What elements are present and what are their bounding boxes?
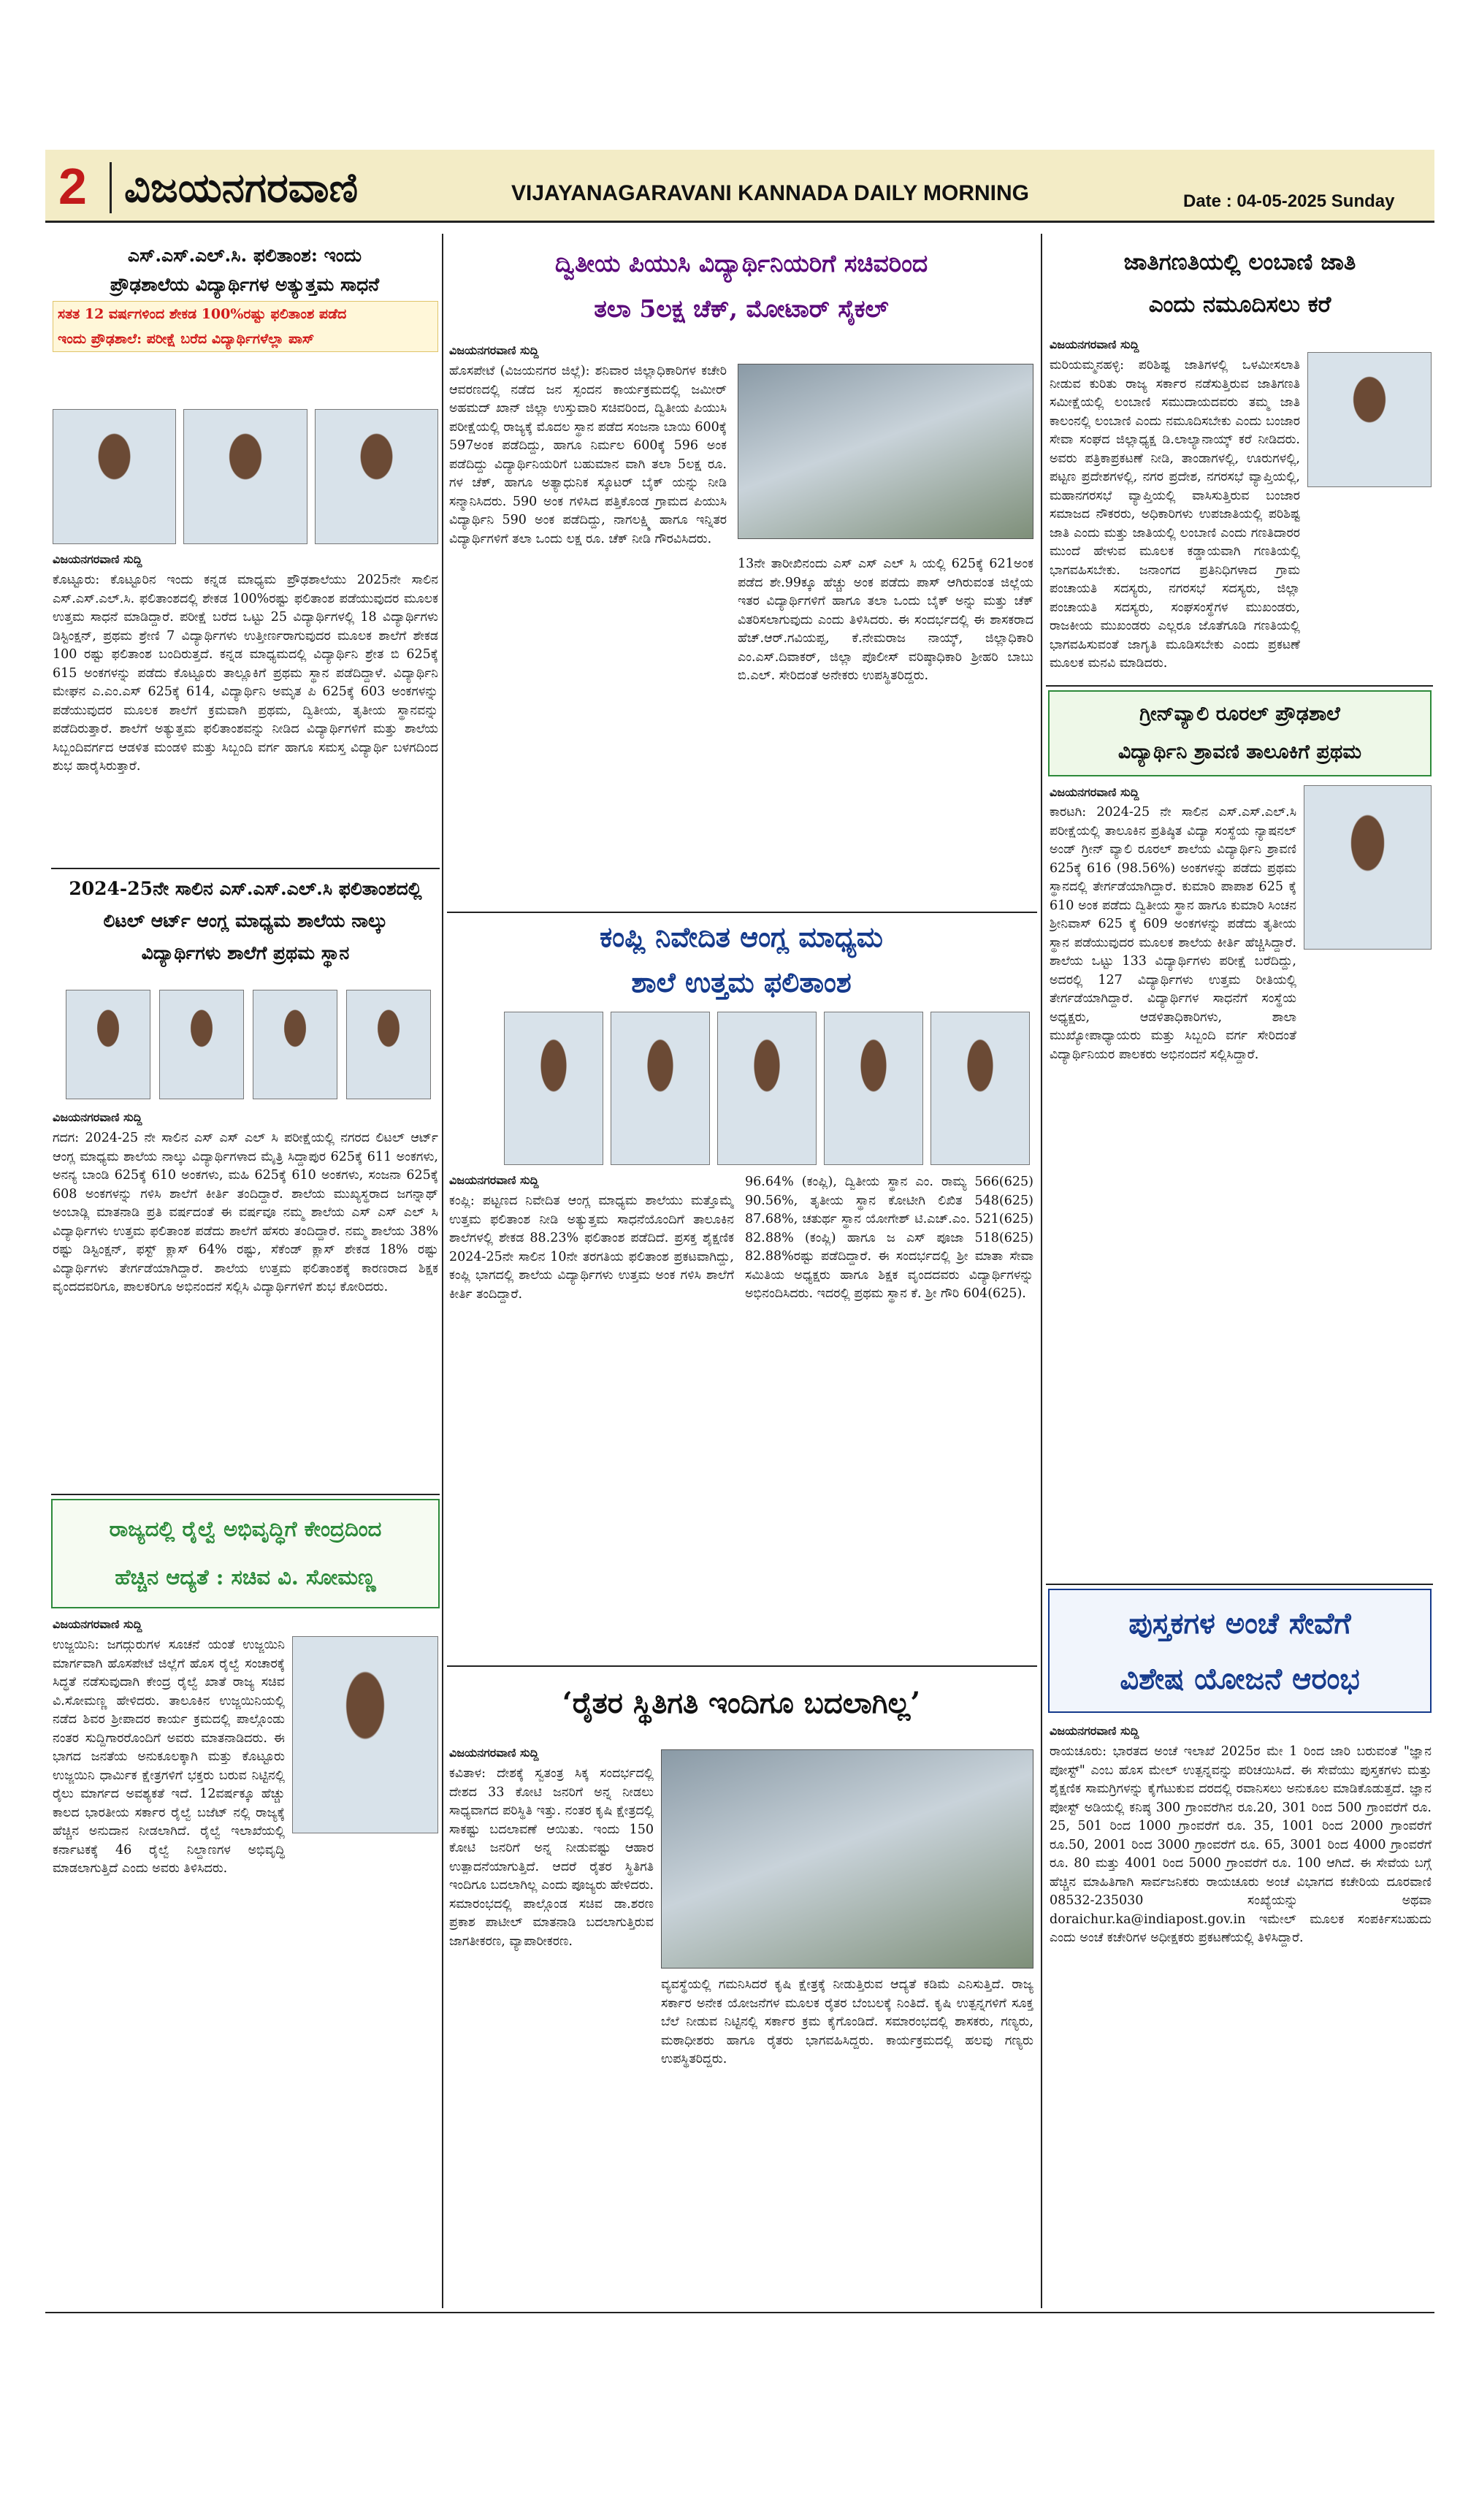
story2-photo-students (66, 990, 431, 1099)
story9-headline (1052, 1596, 1428, 1707)
story4-headline-line2: ತಲಾ 5ಲಕ್ಷ ಚೆಕ್, ಮೋಟಾರ್ ಸೈಕಲ್ (594, 294, 889, 323)
story9-headline-line1: ಪುಸ್ತಕಗಳ ಅಂಚೆ ಸೇವೆಗೆ (1128, 1606, 1351, 1641)
story6-body-right: ವ್ಯವಸ್ಥೆಯಲ್ಲಿ ಗಮನಿಸಿದರೆ ಕೃಷಿ ಕ್ಷೇತ್ರಕ್ಕೆ ನೀಡುತ್ತಿರುವ ಆದ್ಯತೆ ಕಡಿಮೆ ಎನಿಸುತ್ತಿದೆ. ರಾಜ್ಯ ಸರ್ಕಾರ ಅನೇಕ ಯೋಜನೆಗಳ ಮೂಲಕ ರೈತರ ಬೆಂಬಲಕ್ಕೆ ನಿಂತಿದೆ. ಕೃಷಿ ಉತ್ಪನ್ನಗಳಿಗೆ ಸೂಕ್ತ ಬೆಲೆ ನೀಡುವ ನಿಟ್ಟಿನಲ್ಲಿ ಸರ್ಕಾರ ಕ್ರಮ ಕೈಗೊಂಡಿದೆ. ಸಮಾರಂಭದಲ್ಲಿ ಶಾಸಕರು, ಗಣ್ಯರು, ಮಠಾಧೀಶರು ಹಾಗೂ ರೈತರು ಭಾಗವಹಿಸಿದ್ದರು. ಕಾರ್ಯಕ್ರಮದಲ್ಲಿ ಹಲವು ಗಣ್ಯರು ಉಪಸ್ಥಿತರಿದ್ದರು. (661, 1977, 1033, 2066)
page-bottom-rule (45, 2312, 1434, 2313)
story9-headline-line2: ವಿಶೇಷ ಯೋಜನೆ ಆರಂಭ (1120, 1662, 1360, 1696)
left-rule-2 (51, 1494, 440, 1495)
story1-source: ವಿಜಯನಗರವಾಣಿ ಸುದ್ದಿ (53, 552, 142, 566)
story1-headline-line1: ಎಸ್.ಎಸ್.ಎಲ್.ಸಿ. ಫಲಿತಾಂಶ: ಇಂದು (127, 245, 362, 266)
story5-headline (449, 915, 1033, 1005)
story5-body-left: ಕಂಪ್ಲಿ: ಪಟ್ಟಣದ ನಿವೇದಿತ ಆಂಗ್ಲ ಮಾಧ್ಯಮ ಶಾಲೆಯು ಮತ್ತೊಮ್ಮೆ ಉತ್ತಮ ಫಲಿತಾಂಶ ನೀಡಿ ಅತ್ಯುತ್ತಮ ಸಾಧನೆಯೊಂದಿಗೆ ತಾಲೂಕಿನ ಶಾಲೆಗಳಲ್ಲಿ ಶೇಕಡ 88.23% ಫಲಿತಾಂಶ ಪಡೆದಿದೆ. ಪ್ರಸಕ್ತ ಶೈಕ್ಷಣಿಕ 2024-25ನೇ ಸಾಲಿನ 10ನೇ ತರಗತಿಯ ಫಲಿತಾಂಶ ಪ್ರಕಟವಾಗಿದ್ದು, ಕಂಪ್ಲಿ ಭಾಗದಲ್ಲಿ ಶಾಲೆಯ ವಿದ್ಯಾರ್ಥಿಗಳು ಉತ್ತಮ ಅಂಕ ಗಳಿಸಿ ಶಾಲೆಗೆ ಕೀರ್ತಿ ತಂದಿದ್ದಾರೆ. (449, 1194, 734, 1302)
story4-body-left: ಹೊಸಪೇಟೆ (ವಿಜಯನಗರ ಜಿಲ್ಲೆ): ಶನಿವಾರ ಜಿಲ್ಲಾಧಿಕಾರಿಗಳ ಕಚೇರಿ ಆವರಣದಲ್ಲಿ ನಡೆದ ಜನ ಸ್ಪಂದನ ಕಾರ್ಯಕ್ರಮದಲ್ಲಿ ಜಮೀರ್ ಅಹಮದ್ ಖಾನ್ ಜಿಲ್ಲಾ ಉಸ್ತುವಾರಿ ಸಚಿವರಿಂದ, ದ್ವಿತೀಯ ಪಿಯುಸಿ ಪರೀಕ್ಷೆಯಲ್ಲಿ ರಾಜ್ಯಕ್ಕೆ ಮೊದಲ ಸ್ಥಾನ ಪಡೆದ ಸಂಜನಾ ಬಾಯಿ 600ಕ್ಕೆ 597ಅಂಕ ಪಡೆದಿದ್ದು, ಹಾಗೂ ನಿರ್ಮಲ 600ಕ್ಕೆ 596 ಅಂಕ ಪಡೆದಿದ್ದು ವಿದ್ಯಾರ್ಥಿನಿಯರಿಗೆ ಬಹುಮಾನ ವಾಗಿ ತಲಾ 5ಲಕ್ಷ ರೂ. ಗಳ ಚೆಕ್, ಹಾಗೂ ಅತ್ಯಾಧುನಿಕ ಸ್ಕೂಟರ್ ಬೈಕ್ ಯನ್ನು ನೀಡಿ ಸನ್ಮಾನಿಸಿದರು. 590 ಅಂಕ ಗಳಿಸಿದ ಪತ್ತಿಕೊಂಡ ಗ್ರಾಮದ ಪಿಯುಸಿ ವಿದ್ಯಾರ್ಥಿನಿ 590 ಅಂಕ ಪಡೆದಿದ್ದು, ನಾಗಲಕ್ಷ್ಮಿ ಹಾಗೂ ಇನ್ನಿತರ ವಿದ್ಯಾರ್ಥಿಗಳಿಗೆ ತಲಾ ಒಂದು ಲಕ್ಷ ರೂ. ಚೆಕ್ ನೀಡಿ ಗೌರವಿಸಿದರು. (449, 364, 727, 546)
story5-headline-line1: ಕಂಪ್ಲಿ ನಿವೇದಿತ ಆಂಗ್ಲ ಮಾಧ್ಯಮ (600, 920, 883, 953)
story7-headline-line2: ಎಂದು ನಮೂದಿಸಲು ಕರೆ (1148, 291, 1331, 318)
student-photo-6 (253, 990, 337, 1099)
story2-headline-line2: ಲಿಟಲ್ ಆರ್ಟ್ ಆಂಗ್ಲ ಮಾಧ್ಯಮ ಶಾಲೆಯ ನಾಲ್ಕು (103, 910, 388, 931)
story9-source: ವಿಜಯನಗರವಾಣಿ ಸುದ್ದಿ (1050, 1724, 1139, 1738)
student-photo-10 (717, 1012, 817, 1165)
story5-source: ವಿಜಯನಗರವಾಣಿ ಸುದ್ದಿ (449, 1173, 539, 1187)
story7-headline (1048, 241, 1432, 326)
story4-source: ವಿಜಯನಗರವಾಣಿ ಸುದ್ದಿ (449, 343, 539, 357)
story7-body: ಮರಿಯಮ್ಮನಹಳ್ಳಿ: ಪರಿಶಿಷ್ಟ ಜಾತಿಗಳಲ್ಲಿ ಒಳಮೀಸಲಾತಿ ನೀಡುವ ಕುರಿತು ರಾಜ್ಯ ಸರ್ಕಾರ ನಡೆಸುತ್ತಿರುವ ಜಾತಿಗಣತಿ ಸಮೀಕ್ಷೆಯಲ್ಲಿ ಲಂಬಾಣಿ ಸಮುದಾಯದವರು ತಮ್ಮ ಜಾತಿ ಕಾಲಂನಲ್ಲಿ ಲಂಬಾಣಿ ಎಂದು ನಮೂದಿಸಬೇಕು ಎಂದು ಬಂಜಾರ ಸೇವಾ ಸಂಘದ ಜಿಲ್ಲಾಧ್ಯಕ್ಷ ಡಿ.ಲಾಲ್ಯಾನಾಯ್ಕ್ ಕರೆ ನೀಡಿದರು. ಅವರು ಪತ್ರಿಕಾಪ್ರಕಟಣೆ ನೀಡಿ, ತಾಂಡಾಗಳಲ್ಲಿ, ಊರುಗಳಲ್ಲಿ, ಪಟ್ಟಣ ಪ್ರದೇಶಗಳಲ್ಲಿ, ನಗರ ಪ್ರದೇಶ, ನಗರಸಭೆ ವ್ಯಾಪ್ತಿಯಲ್ಲಿ, ಮಹಾನಗರಸಭೆ ವ್ಯಾಪ್ತಿಯಲ್ಲಿ ವಾಸಿಸುತ್ತಿರುವ ಬಂಜಾರ ಸಮಾಜದ ನೌಕರರು, ಅಧಿಕಾರಿಗಳು ಉಪಜಾತಿಯಲ್ಲಿ ಪರಿಶಿಷ್ಟ ಜಾತಿ ಎಂದು ಮತ್ತು ಜಾತಿಯಲ್ಲಿ ಲಂಬಾಣಿ ಎಂದು ಗಣತಿದಾರರ ಮುಂದೆ ಹೇಳುವ ಮೂಲಕ ಕಡ್ಡಾಯವಾಗಿ ಗಣತಿಯಲ್ಲಿ ಭಾಗವಹಿಸಬೇಕು. ಜನಾಂಗದ ಪ್ರತಿನಿಧಿಗಳಾದ ಗ್ರಾಮ ಪಂಚಾಯತಿ ಸದಸ್ಯರು, ನಗರಸಭೆ ಸದಸ್ಯರು, ಜಿಲ್ಲಾ ಪಂಚಾಯತಿ ಸದಸ್ಯರು, ಸಂಘಸಂಸ್ಥೆಗಳ ಮುಖಂಡರು, ರಾಜಕೀಯ ಮುಖಂಡರು ಎಲ್ಲರೂ ಜೊತೆಗೂಡಿ ಗಣತಿಯಲ್ಲಿ ಭಾಗವಹಿಸುವಂತೆ ಜಾಗೃತಿ ಮೂಡಿಸಬೇಕು ಎಂದು ಪ್ರಕಟಣೆ ಮೂಲಕ ಮನವಿ ಮಾಡಿದರು. (1050, 358, 1300, 671)
story2-headline-line1: 2024-25ನೇ ಸಾಲಿನ ಎಸ್.ಎಸ್.ಎಲ್.ಸಿ ಫಲಿತಾಂಶದಲ್ಲಿ (69, 878, 422, 899)
story4-photo-event (738, 364, 1033, 539)
student-photo-12 (930, 1012, 1030, 1165)
student-photo-5 (159, 990, 244, 1099)
story6-body-left: ಕವಿತಾಳ: ದೇಶಕ್ಕೆ ಸ್ವತಂತ್ರ ಸಿಕ್ಕ ಸಂದರ್ಭದಲ್ಲಿ ದೇಶದ 33 ಕೋಟಿ ಜನರಿಗೆ ಅನ್ನ ನೀಡಲು ಸಾಧ್ಯವಾಗದ ಪರಿಸ್ಥಿತಿ ಇತ್ತು. ನಂತರ ಕೃಷಿ ಕ್ಷೇತ್ರದಲ್ಲಿ ಸಾಕಷ್ಟು ಬದಲಾವಣೆ ಆಯಿತು. ಇಂದು 150 ಕೋಟಿ ಜನರಿಗೆ ಅನ್ನ ನೀಡುವಷ್ಟು ಆಹಾರ ಉತ್ಪಾದನೆಯಾಗುತ್ತಿದೆ. ಆದರೆ ರೈತರ ಸ್ಥಿತಿಗತಿ ಇಂದಿಗೂ ಬದಲಾಗಿಲ್ಲ ಎಂದು ಪೂಜ್ಯರು ಹೇಳಿದರು. ಸಮಾರಂಭದಲ್ಲಿ ಪಾಲ್ಗೊಂಡ ಸಚಿವ ಡಾ.ಶರಣ ಪ್ರಕಾಶ ಪಾಟೀಲ್ ಮಾತನಾಡಿ ಬದಲಾಗುತ್ತಿರುವ ಜಾಗತೀಕರಣ, ವ್ಯಾಪಾರೀಕರಣ. (449, 1766, 654, 1949)
story8-body: ಕಾರಟಗಿ: 2024-25 ನೇ ಸಾಲಿನ ಎಸ್.ಎಸ್.ಎಲ್.ಸಿ ಪರೀಕ್ಷೆಯಲ್ಲಿ ತಾಲೂಕಿನ ಪ್ರತಿಷ್ಠಿತ ವಿದ್ಯಾ ಸಂಸ್ಥೆಯ ನ್ಯಾಷನಲ್ ಅಂಡ್ ಗ್ರೀನ್ ವ್ಯಾಲಿ ರೂರಲ್ ಶಾಲೆಯ ವಿದ್ಯಾರ್ಥಿನಿ ಶ್ರಾವಣಿ 625ಕ್ಕೆ 616 (98.56%) ಅಂಕಗಳನ್ನು ಪಡೆದು ಪ್ರಥಮ ಸ್ಥಾನದಲ್ಲಿ ತೇರ್ಗಡೆಯಾಗಿದ್ದಾರೆ. ಕುಮಾರಿ ಪಾಪಾಶ 625 ಕ್ಕೆ 610 ಅಂಕ ಪಡೆದು ದ್ವಿತೀಯ ಸ್ಥಾನ ಹಾಗೂ ಕುಮಾರಿ ಸಿಂಚನ ಶ್ರೀನಿವಾಸ್ 625 ಕ್ಕೆ 609 ಅಂಕಗಳನ್ನು ಪಡೆದು ತೃತೀಯ ಸ್ಥಾನ ಪಡೆಯುವುದರ ಮೂಲಕ ಶಾಲೆಯ ಕೀರ್ತಿ ಹೆಚ್ಚಿಸಿದ್ದಾರೆ. ಶಾಲೆಯ ಒಟ್ಟು 133 ವಿದ್ಯಾರ್ಥಿಗಳು ಪರೀಕ್ಷೆ ಬರೆದಿದ್ದು, ಅದರಲ್ಲಿ 127 ವಿದ್ಯಾರ್ಥಿಗಳು ಉತ್ತಮ ರೀತಿಯಲ್ಲಿ ತೇರ್ಗಡೆಯಾಗಿದ್ದಾರೆ. ವಿದ್ಯಾರ್ಥಿಗಳ ಸಾಧನೆಗೆ ಸಂಸ್ಥೆಯ ಅಧ್ಯಕ್ಷರು, ಆಡಳಿತಾಧಿಕಾರಿಗಳು, ಶಾಲಾ ಮುಖ್ಯೋಪಾಧ್ಯಾಯರು ಮತ್ತು ಸಿಬ್ಬಂದಿ ವರ್ಗ ಸೇರಿದಂತೆ ವಿದ್ಯಾರ್ಥಿನಿಯರ ಪಾಲಕರು ಅಭಿನಂದನೆ ಸಲ್ಲಿಸಿದ್ದಾರೆ. (1050, 805, 1296, 1062)
story1-photo-students (53, 409, 438, 544)
right-rule-2 (1046, 1584, 1433, 1585)
right-rule-1 (1046, 685, 1433, 687)
story3-source: ವಿಜಯನಗರವಾಣಿ ಸುದ್ದಿ (53, 1617, 142, 1631)
story1-subhead-line1: ಸತತ 12 ವರ್ಷಗಳಿಂದ ಶೇಕಡ 100%ರಷ್ಟು ಫಲಿತಾಂಶ ಪಡೆದ (58, 306, 347, 322)
mid-rule-2 (447, 1665, 1037, 1667)
masthead-divider (110, 162, 112, 213)
student-photo-9 (611, 1012, 710, 1165)
story5-body-right: 96.64% (ಕಂಪ್ಲಿ), ದ್ವಿತೀಯ ಸ್ಥಾನ ಎಂ. ರಾಮ್ಯ 566(625) 90.56%, ತೃತೀಯ ಸ್ಥಾನ ಕೋಟೀಗಿ ಲಿಖಿತ 548(625) 87.68%, ಚತುರ್ಥ ಸ್ಥಾನ ಯೋಗೇಶ್ ಟಿ.ಎಚ್.ಎಂ. 521(625) 82.88% (ಕಂಪ್ಲಿ) ಹಾಗೂ ಜ ಎಸ್ ಪೂಜಾ 518(625) 82.88%ರಷ್ಟು ಪಡೆದಿದ್ದಾರೆ. ಈ ಸಂದರ್ಭದಲ್ಲಿ ಶ್ರೀ ಮಾತಾ ಸೇವಾ ಸಮಿತಿಯ ಅಧ್ಯಕ್ಷರು ಹಾಗೂ ಶಿಕ್ಷಕ ವೃಂದದವರು ವಿದ್ಯಾರ್ಥಿಗಳನ್ನು ಅಭಿನಂದಿಸಿದರು. ಇದರಲ್ಲಿ ಪ್ರಥಮ ಸ್ಥಾನ ಕೆ. ಶ್ರೀ ಗೌರಿ 604(625). (745, 1175, 1033, 1301)
story2-source: ವಿಜಯನಗರವಾಣಿ ಸುದ್ದಿ (53, 1110, 142, 1124)
student-photo-7 (346, 990, 431, 1099)
story3-headline-line1: ರಾಜ್ಯದಲ್ಲಿ ರೈಲ್ವೆ ಅಭಿವೃದ್ಧಿಗೆ ಕೇಂದ್ರದಿಂದ (109, 1516, 382, 1541)
story6-headline: ‘ರೈತರ ಸ್ಥಿತಿಗತಿ ಇಂದಿಗೂ ಬದಲಾಗಿಲ್ಲ’ (562, 1686, 921, 1720)
masthead-title-kannada: ವಿಜಯನಗರವಾಣಿ (124, 164, 359, 210)
student-photo-4 (66, 990, 150, 1099)
story7-photo-leader (1307, 352, 1432, 487)
story1-body: ಕೊಟ್ಟೂರು: ಕೊಟ್ಟೂರಿನ ಇಂದು ಕನ್ನಡ ಮಾಧ್ಯಮ ಪ್ರೌಢಶಾಲೆಯು 2025ನೇ ಸಾಲಿನ ಎಸ್.ಎಸ್.ಎಲ್.ಸಿ. ಫಲಿತಾಂಶದಲ್ಲಿ ಶೇಕಡ 100%ರಷ್ಟು ಫಲಿತಾಂಶ ಪಡೆಯುವುದರ ಮೂಲಕ ಉತ್ತಮ ಸಾಧನೆ ಮಾಡಿದ್ದಾರೆ. ಪರೀಕ್ಷೆ ಬರೆದ ಒಟ್ಟು 25 ವಿದ್ಯಾರ್ಥಿಗಳಲ್ಲಿ 18 ವಿದ್ಯಾರ್ಥಿಗಳು ಡಿಸ್ಟಿಂಕ್ಷನ್, ಪ್ರಥಮ ಶ್ರೇಣಿ 7 ವಿದ್ಯಾರ್ಥಿಗಳು ಉತ್ತೀರ್ಣರಾಗುವುದರ ಮೂಲಕ ಶಾಲೆಗೆ ಶೇಕಡ 100 ರಷ್ಟು ಫಲಿತಾಂಶ ಬಂದಿರುತ್ತದೆ. ಕನ್ನಡ ಮಾಧ್ಯಮದಲ್ಲಿ ವಿದ್ಯಾರ್ಥಿನಿ ಶ್ರೇತ ಬಿ 625ಕ್ಕೆ 615 ಅಂಕಗಳನ್ನು ಪಡೆದು ಕೊಟ್ಟೂರು ತಾಲ್ಲೂಕಿಗೆ ಪ್ರಥಮ ಸ್ಥಾನ ಪಡೆದಿದ್ದಾಳೆ. ವಿದ್ಯಾರ್ಥಿನಿ ಮೇಘನ ಎ.ಎಂ.ಎಸ್ 625ಕ್ಕೆ 614, ವಿದ್ಯಾರ್ಥಿನಿ ಅಮೃತ ಪಿ 625ಕ್ಕೆ 603 ಅಂಕಗಳನ್ನು ಪಡೆಯುವುದರ ಮೂಲಕ ಶಾಲೆಗೆ ಕ್ರಮವಾಗಿ ಪ್ರಥಮ, ದ್ವಿತೀಯ, ತೃತೀಯ ಸ್ಥಾನವನ್ನು ಪಡೆದಿರುತ್ತಾರೆ. ಶಾಲೆಗೆ ಅತ್ಯುತ್ತಮ ಫಲಿತಾಂಶವನ್ನು ನೀಡಿದ ವಿದ್ಯಾರ್ಥಿಗಳಿಗೆ ಮತ್ತು ಶಾಲೆಯ ಸಿಬ್ಬಂದಿವರ್ಗದ ಆಡಳಿತ ಮಂಡಳಿ ಮತ್ತು ಸಿಬ್ಬಂದಿ ವರ್ಗ ಹಾಗೂ ಸಮಸ್ತ ವಿದ್ಯಾರ್ಥಿ ಬಳಗದಿಂದ ಶುಭ ಹಾರೈಸಿರುತ್ತಾರೆ. (53, 573, 438, 774)
column-divider-left (442, 234, 443, 2308)
student-photo-8 (504, 1012, 603, 1165)
mid-rule-1 (447, 912, 1037, 913)
student-photo-3 (315, 409, 438, 544)
story5-photo-students (504, 1012, 1030, 1165)
story8-headline-line1: ಗ್ರೀನ್‌ವ್ಯಾಲಿ ರೂರಲ್ ಪ್ರೌಢಶಾಲೆ (1139, 703, 1340, 725)
student-photo-11 (824, 1012, 923, 1165)
story9-body: ರಾಯಚೂರು: ಭಾರತದ ಅಂಚೆ ಇಲಾಖೆ 2025ರ ಮೇ 1 ರಿಂದ ಜಾರಿ ಬರುವಂತೆ "ಜ್ಞಾನ ಪೋಸ್ಟ್" ಎಂಬ ಹೊಸ ಮೇಲ್ ಉತ್ಪನ್ನವನ್ನು ಪರಿಚಯಿಸಿದೆ. ಈ ಸೇವೆಯು ಪುಸ್ತಕಗಳು ಮತ್ತು ಶೈಕ್ಷಣಿಕ ಸಾಮಗ್ರಿಗಳನ್ನು ಕೈಗೆಟುಕುವ ದರದಲ್ಲಿ ರವಾನಿಸಲು ಅನುಕೂಲ ಮಾಡಿಕೊಡುತ್ತದೆ. ಜ್ಞಾನ ಪೋಸ್ಟ್ ಅಡಿಯಲ್ಲಿ ಕನಿಷ್ಠ 300 ಗ್ರಾಂವರೆಗಿನ ರೂ.20, 301 ರಿಂದ 500 ಗ್ರಾಂವರೆಗೆ ರೂ. 25, 501 ರಿಂದ 1000 ಗ್ರಾಂವರೆಗೆ ರೂ. 35, 1001 ರಿಂದ 2000 ಗ್ರಾಂವರೆಗೆ ರೂ.50, 2001 ರಿಂದ 3000 ಗ್ರಾಂವರೆಗೆ ರೂ. 65, 3001 ರಿಂದ 4000 ಗ್ರಾಂವರೆಗೆ ರೂ. 80 ಮತ್ತು 4001 ರಿಂದ 5000 ಗ್ರಾಂವರೆಗೆ ರೂ. 100 ಆಗಿದೆ. ಈ ಸೇವೆಯ ಬಗ್ಗೆ ಹೆಚ್ಚಿನ ಮಾಹಿತಿಗಾಗಿ ಸಾರ್ವಜನಿಕರು ರಾಯಚೂರು ಅಂಚೆ ವಿಭಾಗದ ಕಚೇರಿಯ ದೂರವಾಣಿ 08532-235030 ಸಂಖ್ಯೆಯನ್ನು ಅಥವಾ doraichur.ka@indiapost.gov.in ಇಮೇಲ್ ಮೂಲಕ ಸಂಪರ್ಕಿಸಬಹುದು ಎಂದು ಅಂಚೆ ಕಚೇರಿಗಳ ಅಧೀಕ್ಷಕರು ಪ್ರಕಟಣೆಯಲ್ಲಿ ತಿಳಿಸಿದ್ದಾರೆ. (1050, 1744, 1432, 1945)
story2-headline-line3: ವಿದ್ಯಾರ್ಥಿಗಳು ಶಾಲೆಗೆ ಪ್ರಥಮ ಸ್ಥಾನ (141, 942, 350, 963)
story3-photo-minister (292, 1636, 438, 1833)
column-divider-right (1041, 234, 1042, 2308)
story1-headline-line2: ಪ್ರೌಢಶಾಲೆಯ ವಿದ್ಯಾರ್ಥಿಗಳ ಅತ್ಯುತ್ತಮ ಸಾಧನೆ (110, 274, 380, 295)
story6-photo-event (661, 1749, 1033, 1969)
student-photo-1 (53, 409, 176, 544)
masthead-title-english: VIJAYANAGARAVANI KANNADA DAILY MORNING (511, 181, 1029, 205)
story1-subhead-line2: ಇಂದು ಪ್ರೌಢಶಾಲೆ: ಪರೀಕ್ಷೆ ಬರೆದ ವಿದ್ಯಾರ್ಥಿಗಳೆಲ್ಲಾ ಪಾಸ್ (58, 331, 315, 347)
story8-photo-student (1304, 785, 1432, 950)
story5-headline-line2: ಶಾಲೆ ಉತ್ತಮ ಫಲಿತಾಂಶ (631, 966, 852, 999)
story6-source: ವಿಜಯನಗರವಾಣಿ ಸುದ್ದಿ (449, 1746, 539, 1760)
story8-headline (1052, 695, 1428, 771)
story2-headline (51, 873, 440, 969)
story1-subhead (53, 301, 438, 352)
story4-body-right: 13ನೇ ತಾರೀಖಿನಂದು ಎಸ್ ಎಸ್ ಎಲ್ ಸಿ ಯಲ್ಲಿ 625ಕ್ಕೆ 621ಅಂಕ ಪಡೆದ ಶೇ.99ಕ್ಕೂ ಹೆಚ್ಚು ಅಂಕ ಪಡೆದು ಪಾಸ್ ಆಗಿರುವಂತ ಜಿಲ್ಲೆಯ ಇತರ ವಿದ್ಯಾರ್ಥಿಗಳಿಗೆ ಹಾಗೂ ತಲಾ ಒಂದು ಬೈಕ್ ಅನ್ನು ಮತ್ತು ಚೆಕ್ ವಿತರಿಸಲಾಗುವುದು ಎಂದು ತಿಳಿಸಿದರು. ಈ ಸಂದರ್ಭದಲ್ಲಿ ಈ ಶಾಸಕರಾದ ಹೆಚ್.ಆರ್.ಗವಿಯಪ್ಪ, ಕೆ.ನೇಮರಾಜ ನಾಯ್ಕ್, ಜಿಲ್ಲಾಧಿಕಾರಿ ಎಂ.ಎಸ್.ದಿವಾಕರ್, ಜಿಲ್ಲಾ ಪೊಲೀಸ್ ವರಿಷ್ಠಾಧಿಕಾರಿ ಶ್ರೀಹರಿ ಬಾಬು ಬಿ.ಎಲ್. ಸೇರಿದಂತೆ ಅನೇಕರು ಉಪಸ್ಥಿತರಿದ್ದರು. (738, 557, 1033, 683)
page-number: 2 (58, 158, 87, 215)
student-photo-2 (183, 409, 307, 544)
story8-source: ವಿಜಯನಗರವಾಣಿ ಸುದ್ದಿ (1050, 785, 1139, 799)
story7-headline-line1: ಜಾತಿಗಣತಿಯಲ್ಲಿ ಲಂಬಾಣಿ ಜಾತಿ (1123, 249, 1356, 275)
masthead-date: Date : 04-05-2025 Sunday (1183, 191, 1395, 211)
story3-body: ಉಜ್ಜಯಿನಿ: ಜಗದ್ಗುರುಗಳ ಸೂಚನೆ ಯಂತೆ ಉಜ್ಜಯಿನಿ ಮಾರ್ಗವಾಗಿ ಹೊಸಪೇಟೆ ಜಿಲ್ಲೆಗೆ ಹೊಸ ರೈಲ್ವೆ ಸಂಚಾರಕ್ಕೆ ಸಿದ್ಧತೆ ನಡೆಸುವುದಾಗಿ ಕೇಂದ್ರ ರೈಲ್ವೆ ಖಾತೆ ರಾಜ್ಯ ಸಚಿವ ವಿ.ಸೋಮಣ್ಣ ಹೇಳಿದರು. ತಾಲೂಕಿನ ಉಜ್ಜಯಿನಿಯಲ್ಲಿ ನಡೆದ ಶಿವರ ಶ್ರೀಪಾದರ ಕಾರ್ಯ ಕ್ರಮದಲ್ಲಿ ಪಾಲ್ಗೊಂಡು ನಂತರ ಸುದ್ದಿಗಾರರೊಂದಿಗೆ ಅವರು ಮಾತನಾಡಿದರು. ಈ ಭಾಗದ ಜನತೆಯ ಅನುಕೂಲಕ್ಕಾಗಿ ಮತ್ತು ಕೊಟ್ಟೂರು ಉಜ್ಜಯಿನಿ ಧಾರ್ಮಿಕ ಕ್ಷೇತ್ರಗಳಿಗೆ ಭಕ್ತರು ಬರುವ ನಿಟ್ಟಿನಲ್ಲಿ ರೈಲು ಮಾರ್ಗದ ಅವಶ್ಯಕತೆ ಇದೆ. 12ವರ್ಷಕ್ಕೂ ಹೆಚ್ಚು ಕಾಲದ ಭಾರತೀಯ ಸರ್ಕಾರ ರೈಲ್ವೆ ಬಜೆಟ್ ನಲ್ಲಿ ರಾಜ್ಯಕ್ಕೆ ಹೆಚ್ಚಿನ ಅನುದಾನ ನೀಡಲಾಗಿದೆ. ರೈಲ್ವೆ ಇಲಾಖೆಯಲ್ಲಿ ಕರ್ನಾಟಕಕ್ಕೆ 46 ರೈಲ್ವೆ ನಿಲ್ದಾಣಗಳ ಅಭಿವೃದ್ಧಿ ಮಾಡಲಾಗುತ್ತಿದೆ ಎಂದು ಅವರು ತಿಳಿಸಿದರು. (53, 1638, 285, 1876)
story4-headline (449, 241, 1033, 332)
story7-source: ವಿಜಯನಗರವಾಣಿ ಸುದ್ದಿ (1050, 337, 1139, 351)
story1-headline (51, 241, 438, 299)
story3-headline (54, 1505, 437, 1601)
story3-headline-line2: ಹೆಚ್ಚಿನ ಆದ್ಯತೆ : ಸಚಿವ ವಿ. ಸೋಮಣ್ಣ (115, 1565, 376, 1589)
story2-body: ಗದಗ: 2024-25 ನೇ ಸಾಲಿನ ಎಸ್ ಎಸ್ ಎಲ್ ಸಿ ಪರೀಕ್ಷೆಯಲ್ಲಿ ನಗರದ ಲಿಟಲ್ ಆರ್ಟ್ ಆಂಗ್ಲ ಮಾಧ್ಯಮ ಶಾಲೆಯ ನಾಲ್ಕು ವಿದ್ಯಾರ್ಥಿಗಳಾದ ಮೈತ್ರಿ ಸಿದ್ದಾಪುರ 625ಕ್ಕೆ 611 ಅಂಕಗಳು, ಅನನ್ಯ ಬಾಂಡಿ 625ಕ್ಕೆ 610 ಅಂಕಗಳು, ಮಹಿ 625ಕ್ಕೆ 610 ಅಂಕಗಳು, ಸಂಜನಾ 625ಕ್ಕೆ 608 ಅಂಕಗಳನ್ನು ಗಳಿಸಿ ಶಾಲೆಗೆ ಕೀರ್ತಿ ತಂದಿದ್ದಾರೆ. ಶಾಲೆಯ ಮುಖ್ಯಸ್ಥರಾದ ಜಗನ್ನಾಥ್ ಅಂಬಾಡ್ಲಿ ಮಾತನಾಡಿ ಪ್ರತಿ ವರ್ಷದಂತೆ ಈ ವರ್ಷವೂ ನಮ್ಮ ಶಾಲೆಯ ಎಸ್ ಎಸ್ ಎಲ್ ಸಿ ವಿದ್ಯಾರ್ಥಿಗಳು ಉತ್ತಮ ಫಲಿತಾಂಶ ಪಡೆದು ಶಾಲೆಗೆ ಹೆಸರು ತಂದಿದ್ದಾರೆ. ನಮ್ಮ ಶಾಲೆಯ 38% ರಷ್ಟು ಡಿಸ್ಟಿಂಕ್ಷನ್, ಫಸ್ಟ್ ಕ್ಲಾಸ್ 64% ರಷ್ಟು, ಸೆಕೆಂಡ್ ಕ್ಲಾಸ್ ಶೇಕಡ 18% ರಷ್ಟು ವಿದ್ಯಾರ್ಥಿಗಳು ತೇರ್ಗಡೆಯಾಗಿದ್ದಾರೆ. ಶಾಲೆಯ ಉತ್ತಮ ಫಲಿತಾಂಶಕ್ಕೆ ಕಾರಣರಾದ ಶಿಕ್ಷಕ ವೃಂದದವರಿಗೂ, ಪಾಲಕರಿಗೂ ಅಭಿನಂದನೆ ಸಲ್ಲಿಸಿ ವಿದ್ಯಾರ್ಥಿಗಳಿಗೆ ಶುಭ ಕೋರಿದರು. (53, 1131, 438, 1294)
left-rule-1 (51, 868, 440, 869)
story8-headline-line2: ವಿದ್ಯಾರ್ಥಿನಿ ಶ್ರಾವಣಿ ತಾಲೂಕಿಗೆ ಪ್ರಥಮ (1117, 741, 1362, 763)
story4-headline-line1: ದ್ವಿತೀಯ ಪಿಯುಸಿ ವಿದ್ಯಾರ್ಥಿನಿಯರಿಗೆ ಸಚಿವರಿಂದ (554, 249, 928, 278)
